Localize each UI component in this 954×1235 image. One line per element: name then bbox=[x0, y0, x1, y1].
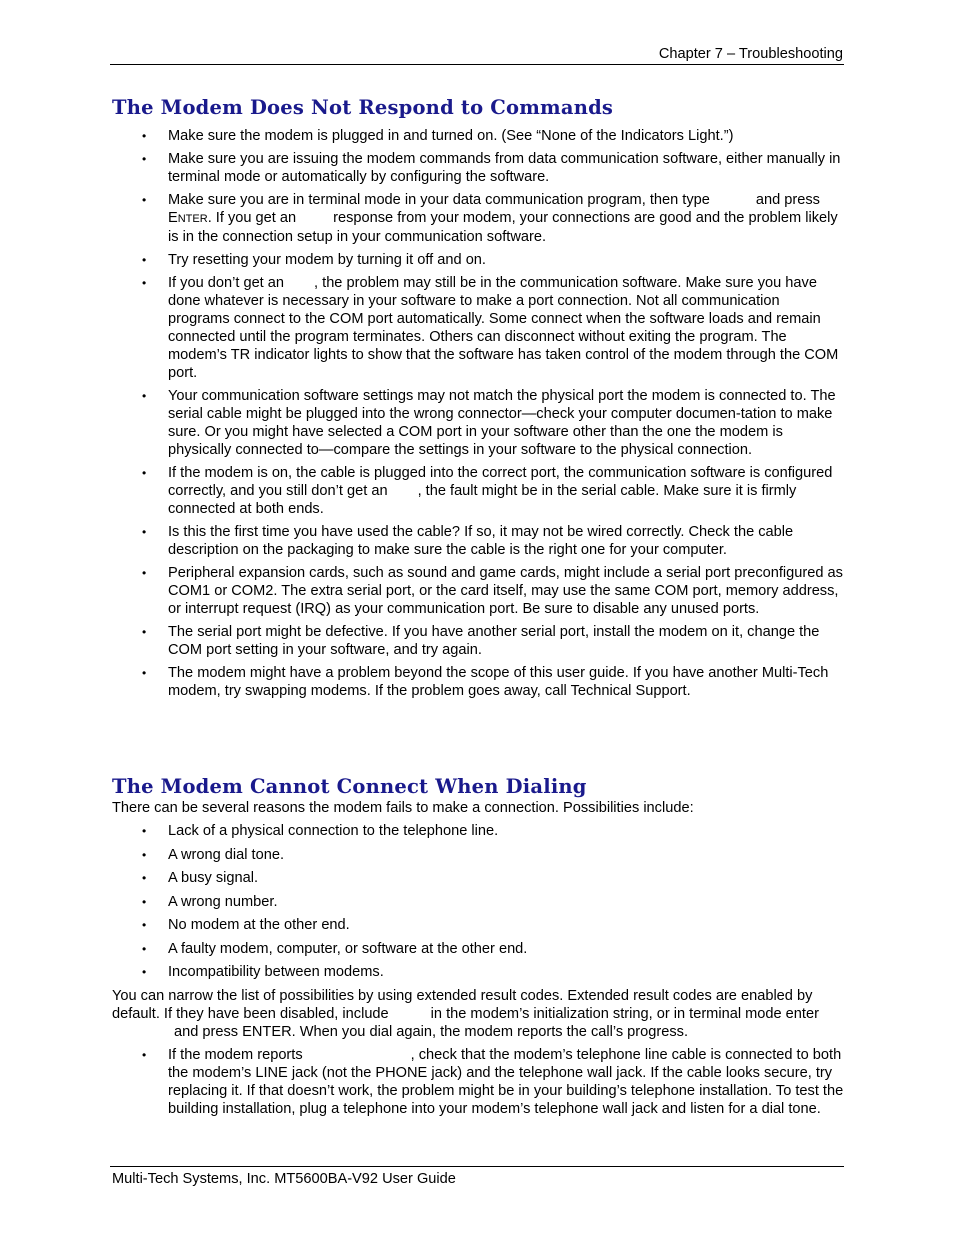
list-item: • If the modem reports , check that the modem’s telephone line cable is connected to both the modem’s LINE jack (not the PHONE jack) and the telephone wall jack. If the cable looks secure, try replacing it. If that doesn’t work, the problem might be in your building’s telephone installation. To test the building installation, plug a telephone into your modem’s telephone wall jack and listen for a dial tone. bbox=[142, 1047, 844, 1117]
bullet-icon: • bbox=[142, 918, 147, 932]
bullet-icon: • bbox=[142, 965, 147, 979]
extended-result-codes-paragraph: You can narrow the list of possibilities by using extended result codes. Extended result codes are enabled by default. If they have been disabled, include in the modem’s initialization string, or in terminal mode enterand press ENTER. When you dial again, the modem reports the call’s progress. bbox=[112, 988, 819, 1040]
footer-rule bbox=[110, 1166, 844, 1167]
bullet-icon: • bbox=[142, 625, 147, 639]
bullet-icon: • bbox=[142, 871, 147, 885]
no-dialtone-tip bbox=[0, 1046, 844, 1118]
list-item: • Your communication software settings may not match the physical port the modem is connected to. The serial cable might be plugged into the wrong connector—check your computer documen-tation to make sure. Or you might have selected a COM port in your software other than the one the modem is physically connected to—compare the settings in your software to the physical connection. bbox=[142, 388, 836, 458]
bullet-icon: • bbox=[142, 389, 147, 403]
no-response-checklist bbox=[0, 127, 844, 705]
bullet-icon: • bbox=[142, 253, 147, 267]
list-item: • A busy signal. bbox=[142, 870, 259, 886]
connection-failure-reasons bbox=[0, 822, 844, 987]
bullet-icon: • bbox=[142, 466, 147, 480]
list-item: • Incompatibility between modems. bbox=[142, 964, 384, 980]
bullet-icon: • bbox=[142, 152, 147, 166]
bullet-icon: • bbox=[142, 666, 147, 680]
bullet-icon: • bbox=[142, 276, 147, 290]
list-item: • A faulty modem, computer, or software at the other end. bbox=[142, 940, 528, 957]
list-item: • If you don’t get an , the problem may still be in the communication software. Make sure you have done whatever is necessary in your software to make a port connection. Not all communication programs connect to the COM port automatically. Some connect when the software loads and remain connected until the program terminates. Others can disconnect without exiting the program. The modem’s TR indicator lights to show that the software has taken control of the modem through the COM port. bbox=[142, 275, 839, 381]
bullet-icon: • bbox=[142, 824, 147, 838]
bullet-icon: • bbox=[142, 193, 147, 207]
list-item: • The serial port might be defective. If you have another serial port, install the modem on it, change the COM port setting in your software, and try again. bbox=[142, 624, 820, 658]
list-item: • Make sure you are in terminal mode in your data communication program, then type and press ENTER. If you get an response from your modem, your connections are good and the problem likely is in the connection setup in your communication software. bbox=[142, 192, 838, 245]
header-rule bbox=[110, 64, 844, 65]
list-item: • No modem at the other end. bbox=[142, 917, 350, 933]
cannot-connect-intro: There can be several reasons the modem fails to make a connection. Possibilities include: bbox=[112, 800, 694, 816]
list-item: • A wrong number. bbox=[142, 893, 278, 910]
bullet-icon: • bbox=[142, 1048, 147, 1062]
list-item: • The modem might have a problem beyond the scope of this user guide. If you have another Multi-Tech modem, try swapping modems. If the problem goes away, call Technical Support. bbox=[142, 665, 829, 699]
list-item: • Try resetting your modem by turning it off and on. bbox=[142, 252, 486, 268]
bullet-icon: • bbox=[142, 129, 147, 143]
list-item: • Is this the first time you have used the cable? If so, it may not be wired correctly. Check the cable description on the packaging to make sure the cable is the right one for your computer. bbox=[142, 524, 794, 558]
bullet-icon: • bbox=[142, 566, 147, 580]
running-footer: Multi-Tech Systems, Inc. MT5600BA-V92 User Guide bbox=[112, 1171, 456, 1187]
list-item: • If the modem is on, the cable is plugged into the correct port, the communication software is configured correctly, and you still don’t get an , the fault might be in the serial cable. Make sure it is firmly connected at both ends. bbox=[142, 465, 833, 517]
bullet-icon: • bbox=[142, 525, 147, 539]
running-header: Chapter 7 – Troubleshooting bbox=[658, 46, 843, 62]
list-item: • A wrong dial tone. bbox=[142, 846, 285, 863]
bullet-icon: • bbox=[142, 847, 147, 862]
bullet-icon: • bbox=[142, 941, 147, 956]
section-heading-no-response: The Modem Does Not Respond to Commands bbox=[112, 96, 614, 119]
list-item: • Make sure you are issuing the modem commands from data communication software, either manually in terminal mode or automatically by configuring the software. bbox=[142, 151, 841, 185]
bullet-icon: • bbox=[142, 894, 147, 909]
list-item: • Peripheral expansion cards, such as sound and game cards, might include a serial port preconfigured as COM1 or COM2. The extra serial port, or the card itself, may use the same COM port, memory address, or interrupt request (IRQ) as your communication port. Be sure to disable any unused ports. bbox=[142, 565, 843, 617]
list-item: • Lack of a physical connection to the telephone line. bbox=[142, 823, 499, 839]
section-heading-cannot-connect: The Modem Cannot Connect When Dialing bbox=[112, 775, 587, 798]
list-item: • Make sure the modem is plugged in and turned on. (See “None of the Indicators Light.”) bbox=[142, 128, 734, 144]
